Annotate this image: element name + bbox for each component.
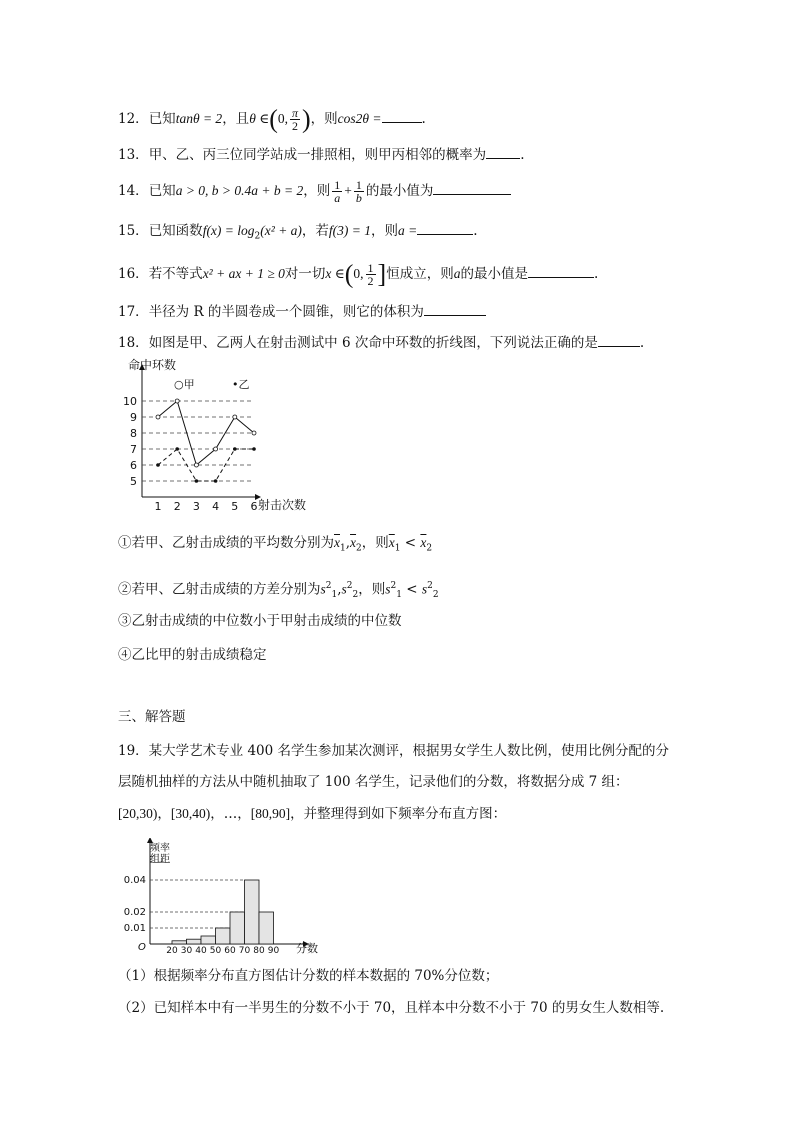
y-axis-label-bottom: 组距 xyxy=(150,854,170,865)
point-yi xyxy=(195,479,199,483)
answer-blank xyxy=(382,108,422,123)
point-jia xyxy=(252,431,256,435)
answer-blank xyxy=(424,301,486,316)
x-axis-label: 射击次数 xyxy=(258,498,307,512)
y-tick-label: 7 xyxy=(130,443,137,456)
x-tick-label: 90 xyxy=(267,946,280,956)
answer-blank xyxy=(528,263,594,278)
fraction-1-over-2: $\frac{1}{2}$ xyxy=(367,261,374,288)
point-yi xyxy=(214,479,218,483)
x-tick-label: 60 xyxy=(224,946,236,956)
y-tick-label: 5 xyxy=(130,475,137,488)
question-13: 13．甲、乙、丙三位同学站成一排照相，则甲丙相邻的概率为 . xyxy=(118,144,524,165)
y-tick-label: 0.01 xyxy=(123,923,146,934)
point-yi xyxy=(156,463,160,467)
x-tick-label: 30 xyxy=(180,946,193,956)
point-jia xyxy=(233,415,237,419)
point-yi xyxy=(175,447,179,451)
shooting-line-chart xyxy=(118,352,338,524)
legend-yi: •乙 xyxy=(232,378,250,391)
y-tick-label: 10 xyxy=(123,395,137,408)
option-4: ④乙比甲的射击成绩稳定 xyxy=(118,647,267,663)
question-12: 12．已知tanθ = 2，且θ ∈(0, $\frac{\pi}{2}$ )，则cos2θ = . xyxy=(118,104,426,134)
point-jia xyxy=(214,447,218,451)
histogram-bar xyxy=(245,880,260,944)
x-axis-label: 分数 xyxy=(296,942,318,955)
x-tick-label: 70 xyxy=(238,946,251,956)
option-2: ②若甲、乙射击成绩的方差分别为$s^2_1,s^2_2$，则$s^2_1 < s^2_2$ xyxy=(118,581,439,601)
section-title: 三、解答题 xyxy=(118,709,186,725)
question-19-part-2: （2）已知样本中有一半男生的分数不小于 70，且样本中分数不小于 70 的男女生人数相等. xyxy=(118,1000,665,1016)
point-jia xyxy=(175,399,179,403)
y-axis-label-top: 频率 xyxy=(150,843,170,854)
x-tick-label: 4 xyxy=(212,500,220,513)
x-tick-label: 50 xyxy=(209,946,222,956)
fraction-1-over-b: $\frac{1}{b}$ xyxy=(355,178,362,205)
origin-label: O xyxy=(138,942,146,953)
frequency-histogram xyxy=(118,838,338,958)
histogram-bar xyxy=(172,941,187,944)
x-tick-label: 3 xyxy=(192,500,200,513)
option-1: ①若甲、乙射击成绩的平均数分别为$\overline{x}_1,\overline{x}_2$，则$\overline{x}_1 < \overline{x}_2$ xyxy=(118,535,433,554)
x-tick-label: 20 xyxy=(166,946,178,956)
question-14: 14．已知a > 0, b > 0.4a + b = 2，则 $\frac{1}{a}$ + $\frac{1}{b}$ 的最小值为 xyxy=(118,179,511,204)
x-tick-label: 40 xyxy=(195,946,207,956)
answer-blank xyxy=(486,144,520,159)
fraction-1-over-a: $\frac{1}{a}$ xyxy=(334,178,341,205)
question-19-part-1: （1）根据频率分布直方图估计分数的样本数据的 70%分位数； xyxy=(118,968,499,984)
y-tick-label: 0.04 xyxy=(123,875,146,886)
point-yi xyxy=(233,447,237,451)
point-jia xyxy=(194,463,198,467)
answer-blank xyxy=(598,332,640,347)
x-tick-label: 5 xyxy=(231,500,239,513)
question-18: 18．如图是甲、乙两人在射击测试中 6 次命中环数的折线图，下列说法正确的是 . xyxy=(118,332,644,353)
answer-blank xyxy=(417,220,473,235)
y-axis-label: 命中环数 xyxy=(128,358,177,372)
x-tick-label: 1 xyxy=(154,500,162,513)
histogram-bar xyxy=(259,912,274,944)
question-19-line-2: 层随机抽样的方法从中随机抽取了 100 名学生，记录他们的分数，将数据分成 7 组： xyxy=(118,774,629,790)
y-tick-label: 9 xyxy=(130,411,137,424)
point-yi xyxy=(252,447,256,451)
legend-jia: ○甲 xyxy=(174,378,195,391)
histogram-bar xyxy=(201,936,216,944)
question-17: 17．半径为 R 的半圆卷成一个圆锥，则它的体积为 xyxy=(118,301,486,322)
x-tick-label: 6 xyxy=(250,500,258,513)
point-jia xyxy=(156,415,160,419)
y-tick-label: 6 xyxy=(130,459,137,472)
histogram-bar xyxy=(187,939,202,944)
x-tick-label: 2 xyxy=(173,500,181,513)
option-3: ③乙射击成绩的中位数小于甲射击成绩的中位数 xyxy=(118,613,402,629)
question-19-line-3: [20,30)，[30,40)，…，[80,90]，并整理得到如下频率分布直方图： xyxy=(118,806,507,822)
fraction-pi-over-2: $\frac{\pi}{2}$ xyxy=(291,106,298,133)
question-19-line-1: 19．某大学艺术专业 400 名学生参加某次测评，根据男女学生人数比例，使用比例分配的分 xyxy=(118,743,670,759)
question-15: 15．已知函数$f(x) = \log_2(x^2 + a)$，若f(3) = 1，则a = . xyxy=(118,220,478,247)
y-tick-label: 8 xyxy=(130,427,137,440)
answer-blank xyxy=(433,180,511,195)
histogram-bar xyxy=(230,912,245,944)
question-16: 16．若不等式x² + ax + 1 ≥ 0对一切x ∈(0, $\frac{1}{2}$ ]恒成立，则a的最小值是 . xyxy=(118,259,599,289)
histogram-bar xyxy=(216,928,231,944)
x-tick-label: 80 xyxy=(253,946,265,956)
y-tick-label: 0.02 xyxy=(123,907,146,918)
